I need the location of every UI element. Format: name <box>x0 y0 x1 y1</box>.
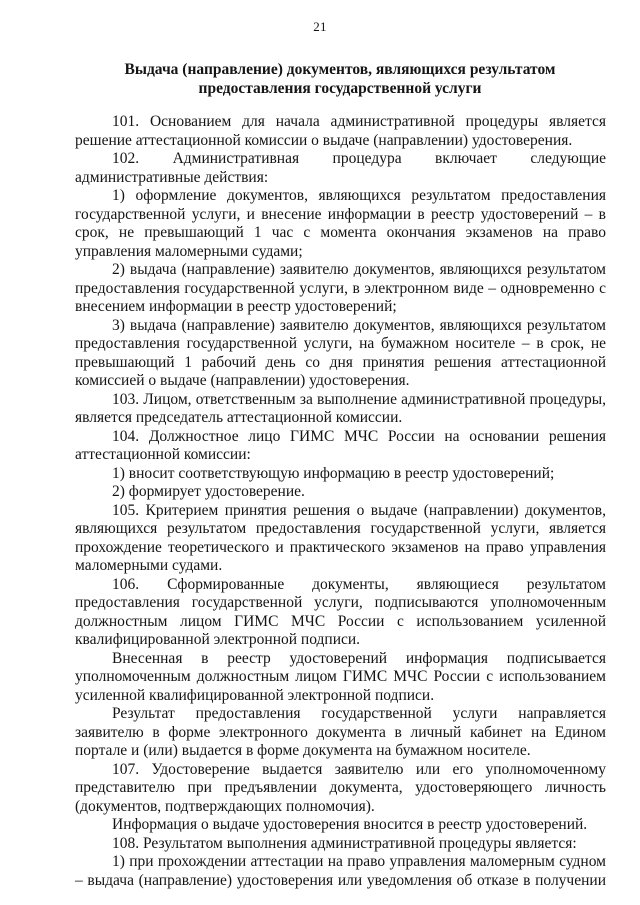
document-body <box>75 113 606 890</box>
paragraph-106-result: Результат предоставления государственной услуги направляется заявителю в форме электронного документа в личный кабинет на Едином портале и (или) выдается в форме документа на бумажном носителе. <box>75 705 606 759</box>
paragraph-102-item-3: 3) выдача (направление) заявителю документов, являющихся результатом предоставления государственной услуги, на бумажном носителе – в срок, не превышающий 1 рабочий день со дня принятия решения аттестационной комиссией о выдаче (направлении) удостоверения. <box>75 316 606 389</box>
paragraph-102: 102. Административная процедура включает следующие административные действия: <box>75 150 606 186</box>
section-title-line-2: предоставления государственной услуги <box>198 80 482 97</box>
paragraph-107: 107. Удостоверение выдается заявителю или его уполномоченному представителю при предъявлении документа, удостоверяющего личность (документов, подтверждающих полномочия). <box>75 760 606 815</box>
section-title <box>75 60 605 98</box>
paragraph-108: 108. Результатом выполнения административной процедуры является: <box>112 834 577 852</box>
paragraph-102-item-2: 2) выдача (направление) заявителю документов, являющихся результатом предоставления государственной услуги, в электронном виде – одновременно с внесением информации в реестр удостоверений; <box>75 261 606 315</box>
paragraph-104-item-1: 1) вносит соответствующую информацию в реестр удостоверений; <box>112 464 555 482</box>
paragraph-102-item-1: 1) оформление документов, являющихся результатом предоставления государственной услуги, и внесение информации в реестр удостоверений – в срок, не превышающий 1 час с момента окончания экзаменов на право управления маломерными судами; <box>75 187 606 260</box>
section-title-line-1: Выдача (направление) документов, являющихся результатом <box>124 61 556 78</box>
paragraph-104: 104. Должностное лицо ГИМС МЧС России на основании решения аттестационной комиссии: <box>75 427 606 463</box>
paragraph-106-registry: Внесенная в реестр удостоверений информация подписывается уполномоченным должностным лицом ГИМС МЧС России с использованием усиленной квалифицированной электронной подписи. <box>75 649 606 704</box>
page-number: 21 <box>313 19 327 34</box>
paragraph-104-item-2: 2) формирует удостоверение. <box>112 483 305 500</box>
paragraph-103: 103. Лицом, ответственным за выполнение административной процедуры, является председатель аттестационной комиссии. <box>75 390 606 426</box>
paragraph-106: 106. Сформированные документы, являющиеся результатом предоставления государственной услуги, подписываются уполномоченным должностным лицом ГИМС МЧС России с использованием усиленной квалифицированной электронной подписи. <box>75 575 606 648</box>
paragraph-105: 105. Критерием принятия решения о выдаче (направлении) документов, являющихся результатом предоставления государственной услуги, является прохождение теоретического и практического экзаменов на право управления маломерными судами. <box>75 501 606 574</box>
paragraph-101: 101. Основанием для начала административной процедуры является решение аттестационной комиссии о выдаче (направлении) удостоверения. <box>75 113 606 149</box>
paragraph-107-info: Информация о выдаче удостоверения вносится в реестр удостоверений. <box>112 816 588 833</box>
paragraph-108-item-1: 1) при прохождении аттестации на право управления маломерным судном – выдача (направление) удостоверения или уведомления об отказе в получении <box>75 853 606 889</box>
